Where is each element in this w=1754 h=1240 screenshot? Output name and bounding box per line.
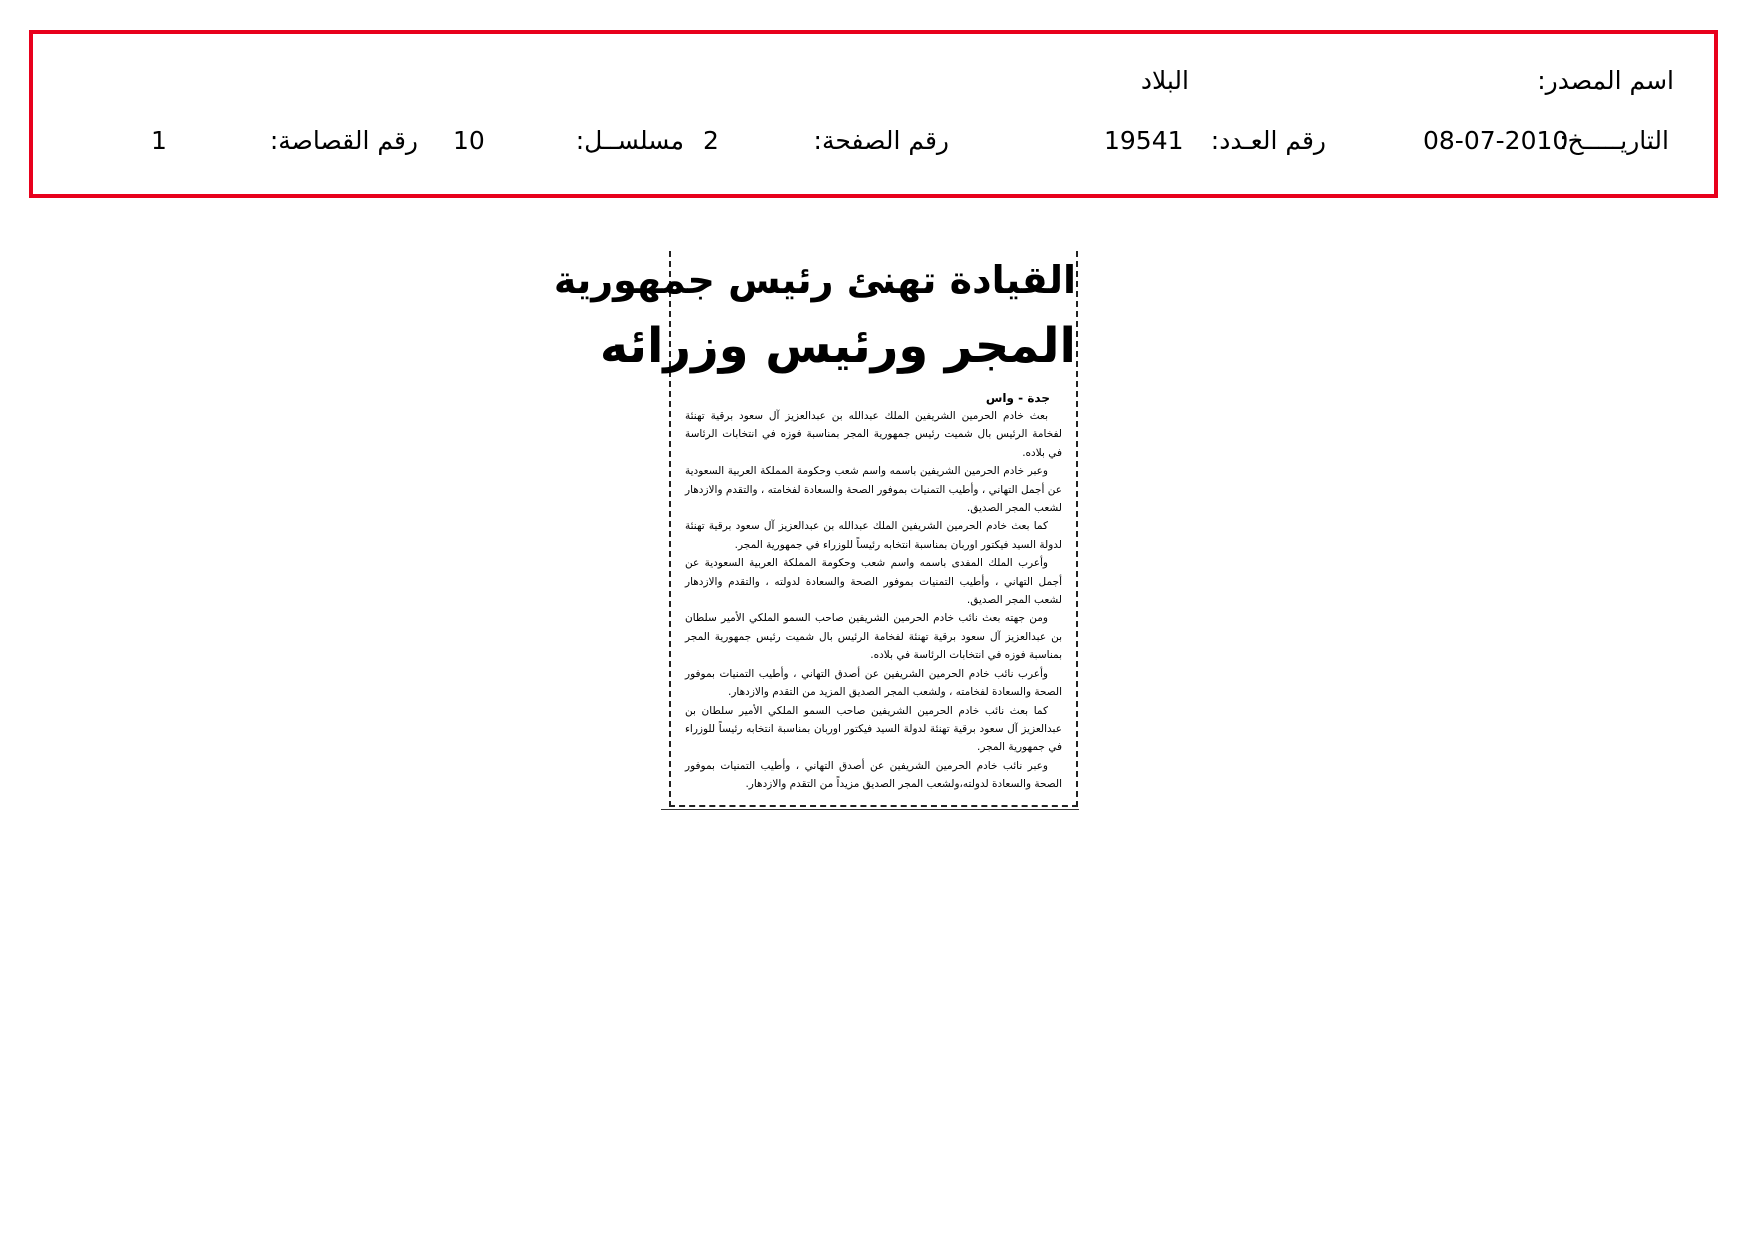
article-paragraph: كما بعث خادم الحرمين الشريفين الملك عبدالله بن عبدالعزيز آل سعود برقية تهنئة لدولة السيد فيكتور اوربان بمناسبة انتخابه رئيساً للوزراء في جمهورية المجر. xyxy=(685,520,1062,551)
page-value: 2 xyxy=(703,126,719,155)
clip-metadata-box xyxy=(29,30,1718,198)
clip-number-value: 1 xyxy=(151,126,167,155)
article-paragraph: وعبر نائب خادم الحرمين الشريفين عن أصدق التهاني ، وأطيب التمنيات بموفور الصحة والسعادة لدولته،ولشعب المجر الصديق مزيداً من التقدم والازدهار. xyxy=(685,759,1062,791)
article-paragraph: وأعرب الملك المفدى باسمه واسم شعب وحكومة المملكة العربية السعودية عن أجمل التهاني ، وأطيب التمنيات بموفور الصحة والسعادة لدولته ، والتقدم والازدهار لشعب المجر الصديق. xyxy=(685,557,1062,607)
serial-value: 10 xyxy=(453,126,485,155)
dateline: جدة - واس xyxy=(985,391,1050,405)
source-value: البلاد xyxy=(1140,66,1189,95)
page-label: رقم الصفحة: xyxy=(813,126,949,155)
date-value: 08-07-2010 xyxy=(1423,126,1569,155)
issue-value: 19541 xyxy=(1104,126,1184,155)
article-paragraph: بعث خادم الحرمين الشريفين الملك عبدالله بن عبدالعزيز آل سعود برقية تهنئة لفخامة الرئيس بال شميت رئيس جمهورية المجر بمناسبة فوزه في انتخابات الرئاسة في بلاده. xyxy=(685,410,1062,459)
serial-label: مسلســل: xyxy=(575,126,684,155)
article-paragraph: وعبر خادم الحرمين الشريفين باسمه واسم شعب وحكومة المملكة العربية السعودية عن أجمل التهاني ، وأطيب التمنيات بموفور الصحة والسعادة لفخامته ، والتقدم والازدهار لشعب المجر الصديق. xyxy=(685,465,1062,515)
source-label: اسم المصدر: xyxy=(1537,66,1674,95)
clip-number-label: رقم القصاصة: xyxy=(269,126,418,155)
headline-line-2: المجر ورئيس وزرائه xyxy=(599,318,1076,374)
headline-line-1: القيادة تهنئ رئيس جمهورية xyxy=(553,258,1076,302)
article-paragraph: كما بعث نائب خادم الحرمين الشريفين صاحب السمو الملكي الأمير سلطان بن عبدالعزيز آل سعود برقية تهنئة لدولة السيد فيكتور اوربان بمناسبة انتخابه رئيساً للوزراء في جمهورية المجر. xyxy=(685,704,1062,754)
date-label: التاريـــــخ: xyxy=(1559,126,1669,155)
newspaper-clipping xyxy=(553,251,1078,807)
issue-label: رقم العـدد: xyxy=(1210,126,1326,155)
article-body xyxy=(685,407,1062,794)
article-paragraph: ومن جهته بعث نائب خادم الحرمين الشريفين صاحب السمو الملكي الأمير سلطان بن عبدالعزيز آل سعود برقية تهنئة لفخامة الرئيس بال شميت رئيس جمهورية المجر بمناسبة فوزه في انتخابات الرئاسة في بلاده. xyxy=(685,612,1062,662)
article-paragraph: وأعرب نائب خادم الحرمين الشريفين عن أصدق التهاني ، وأطيب التمنيات بموفور الصحة والسعادة لفخامته ، ولشعب المجر الصديق المزيد من التقدم والازدهار. xyxy=(685,667,1062,699)
clipping-underline xyxy=(661,809,1079,810)
